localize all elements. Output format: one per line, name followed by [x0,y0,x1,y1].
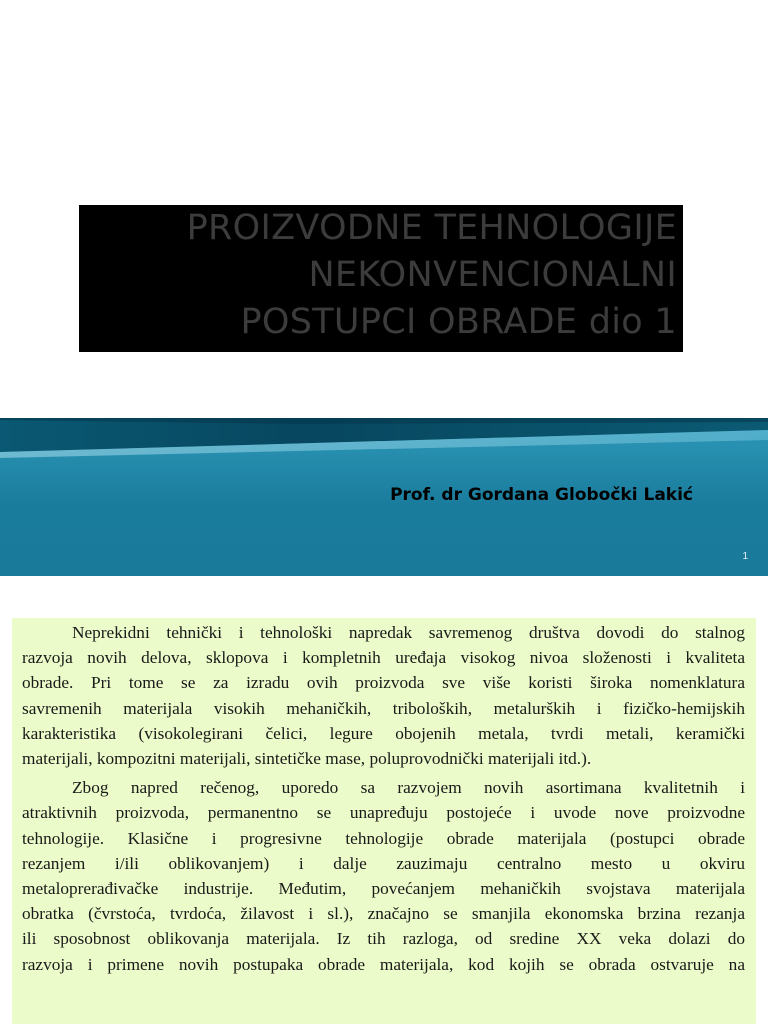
title-line-3: POSTUPCI OBRADE dio 1 [240,302,677,342]
p1-line: savremenih materijala visokih mehaničkih, triboloških, metalurških i fizičko-hemijskih [22,698,745,718]
author-name: Prof. dr Gordana Globočki Lakić [390,485,693,505]
p2-line: tehnologije. Klasične i progresivne tehnologije obrade materijala (postupci obrade [22,828,745,848]
content-slide [0,592,768,1024]
p1-line: razvoja novih delova, sklopova i kompletnih uređaja visokog nivoa složenosti i kvaliteta [22,648,745,668]
p1-line: materijali, kompozitni materijali, sintetičke mase, poluprovodnički materijali itd.). [22,749,592,769]
p2-line: rezanjem i/ili oblikovanjem) i dalje zauzimaju centralno mesto u okviru [22,853,745,873]
p2-line: Zbog napred rečenog, uporedo sa razvojem novih asortimana kvalitetnih i [72,778,745,798]
p2-line: metaloprerađivačke industrije. Međutim, povećanjem mehaničkih svojstava materijala [22,879,745,899]
slide-title [187,205,677,346]
slide-gap [0,576,768,592]
paragraph-1 [22,620,745,771]
title-line-2: NEKONVENCIONALNI [308,255,677,295]
title-line-1: PROIZVODNE TEHNOLOGIJE [186,208,677,248]
p2-line: atraktivnih proizvoda, permanentno se unapređuju postojeće i uvode nove proizvodne [22,803,745,823]
p1-line: karakteristika (visokolegirani čelici, legure obojenih metala, tvrdi metali, keramički [22,723,745,743]
title-box [79,205,683,352]
p1-line: obrade. Pri tome se za izradu ovih proizvoda sve više koristi široka nomenklatura [22,673,745,693]
p2-line: razvoja i primene novih postupaka obrade materijala, kod kojih se obrada ostvaruje na [22,954,745,974]
paragraph-2 [22,775,745,977]
p2-line: obratka (čvrstoća, tvrdoća, žilavost i sl.), značajno se smanjila ekonomska brzina rezanja [22,904,745,924]
p2-line: ili sposobnost oblikovanja materijala. Iz tih razloga, od sredine XX veka dolazi do [22,929,745,949]
text-panel [12,618,756,1024]
p1-line: Neprekidni tehnički i tehnološki napredak savremenog društva dovodi do stalnog [72,623,745,642]
slide-number: 1 [742,551,748,562]
